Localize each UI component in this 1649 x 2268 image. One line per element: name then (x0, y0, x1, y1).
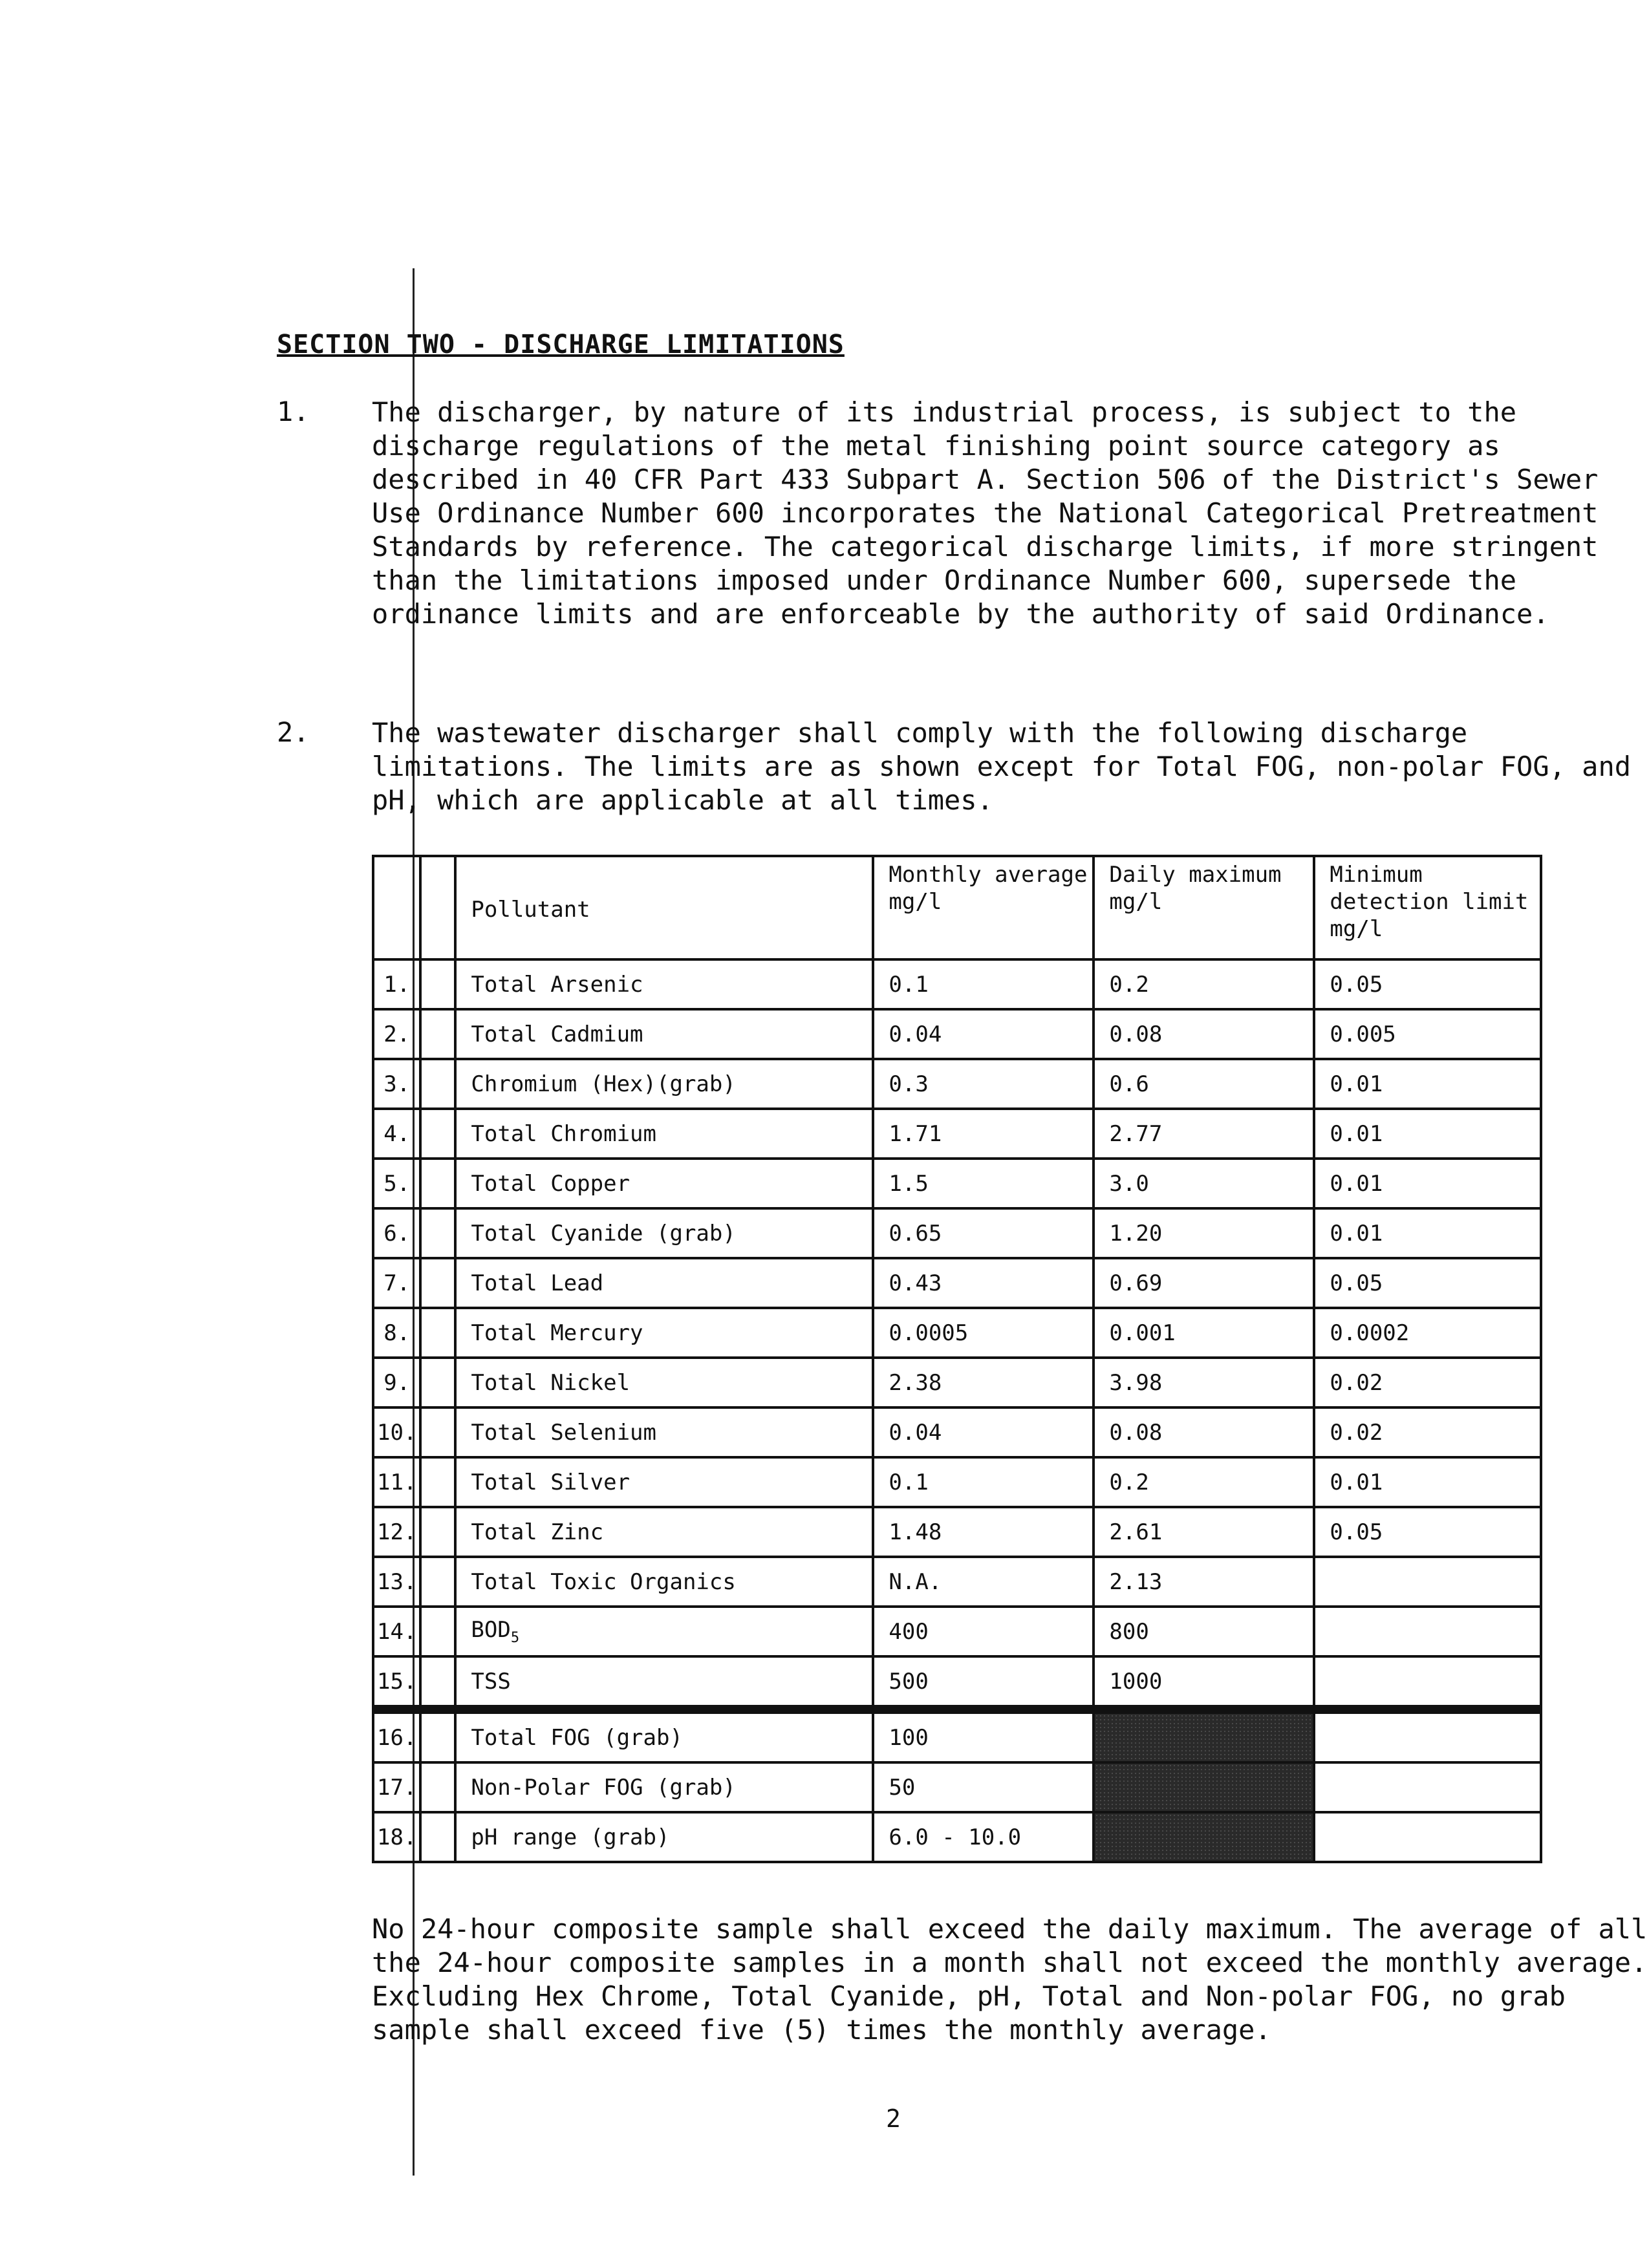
row-blank-cell (420, 1709, 455, 1762)
row-blank-cell (420, 1109, 455, 1159)
table-row (373, 1358, 1541, 1407)
pollutant-name-text: Total Chromium (471, 1120, 656, 1147)
monthly-average-value (873, 1109, 1094, 1159)
row-number (373, 1607, 420, 1656)
header-index-cell (373, 856, 420, 959)
pollutant-name (455, 1557, 873, 1607)
table-row (373, 1407, 1541, 1457)
monthly-average-value-text: 0.1 (889, 971, 929, 998)
daily-maximum-value (1094, 1308, 1314, 1358)
daily-maximum-value-text: 800 (1109, 1618, 1149, 1645)
daily-maximum-value (1094, 1507, 1314, 1557)
row-number-text: 8. (383, 1320, 411, 1346)
pollutant-name (455, 1308, 873, 1358)
daily-maximum-value-text: 3.0 (1109, 1170, 1149, 1197)
monthly-average-value-text: 6.0 - 10.0 (889, 1824, 1022, 1850)
pollutant-name-text: BOD (471, 1617, 511, 1643)
daily-maximum-value-text: 0.69 (1109, 1270, 1163, 1296)
row-number (373, 1762, 420, 1812)
pollutant-name (455, 959, 873, 1009)
row-number (373, 1709, 420, 1762)
monthly-average-value-text: 2.38 (889, 1369, 942, 1396)
row-number-text: 2. (383, 1021, 411, 1047)
row-number-text: 18. (377, 1824, 417, 1850)
daily-maximum-value (1094, 1709, 1314, 1762)
row-number-text: 3. (383, 1071, 411, 1097)
table-row (373, 1059, 1541, 1109)
pollutant-subscript: 5 (510, 1629, 520, 1646)
discharge-limitations-table (372, 855, 1542, 1863)
row-blank-cell (420, 1507, 455, 1557)
detection-limit-value-text: 0.005 (1330, 1021, 1396, 1047)
detection-limit-value-text: 0.05 (1330, 1519, 1383, 1545)
row-number (373, 1812, 420, 1862)
table-row (373, 1009, 1541, 1059)
table-row (373, 1258, 1541, 1308)
paragraph-1-text: The discharger, by nature of its industrial process, is subject to the discharge regulations of the metal finishing point source category as described in 40 CFR Part 433 Subpart A. Section 506 of the District's Sewer Use Ordinance Number 600 incorporates the National Categorical Pretreatment Standards by reference. The categorical discharge limits, if more stringent than the limitations imposed under Ordinance Number 600, supersede the ordinance limits and are enforceable by the authority of said Ordinance. (372, 396, 1599, 630)
monthly-average-value (873, 1457, 1094, 1507)
page-number: 2 (886, 2104, 901, 2133)
row-number (373, 1656, 420, 1709)
detection-limit-value (1314, 1607, 1541, 1656)
detection-limit-value (1314, 1656, 1541, 1709)
paragraph-2-number: 2. (277, 716, 310, 748)
daily-maximum-value (1094, 1557, 1314, 1607)
table-row (373, 1656, 1541, 1709)
table-row (373, 1208, 1541, 1258)
row-blank-cell (420, 1308, 455, 1358)
detection-limit-value-text: 0.01 (1330, 1071, 1383, 1097)
detection-limit-value-text: 0.05 (1330, 1270, 1383, 1296)
daily-maximum-value (1094, 1656, 1314, 1709)
detection-limit-value (1314, 1507, 1541, 1557)
header-daily-maximum: Daily maximum mg/l (1094, 856, 1314, 959)
daily-maximum-value-text: 2.77 (1109, 1120, 1163, 1147)
monthly-average-value-text: N.A. (889, 1568, 942, 1595)
daily-maximum-value-text: 0.08 (1109, 1021, 1163, 1047)
pollutant-name-text: Total Arsenic (471, 971, 643, 998)
pollutant-name-text: Total Copper (471, 1170, 630, 1197)
daily-maximum-value (1094, 1109, 1314, 1159)
daily-maximum-value-text: 1.20 (1109, 1220, 1163, 1246)
monthly-average-value (873, 1308, 1094, 1358)
detection-limit-value (1314, 1059, 1541, 1109)
pollutant-name (455, 1009, 873, 1059)
detection-limit-value (1314, 1159, 1541, 1208)
monthly-average-value-text: 1.71 (889, 1120, 942, 1147)
row-number (373, 959, 420, 1009)
detection-limit-value-text: 0.05 (1330, 971, 1383, 998)
pollutant-name (455, 1656, 873, 1709)
pollutant-name-text: TSS (471, 1668, 511, 1695)
row-number (373, 1407, 420, 1457)
row-number-text: 13. (377, 1568, 417, 1595)
pollutant-name-text: Non-Polar FOG (grab) (471, 1774, 736, 1801)
row-number (373, 1109, 420, 1159)
row-blank-cell (420, 1407, 455, 1457)
row-blank-cell (420, 959, 455, 1009)
pollutant-name (455, 1159, 873, 1208)
monthly-average-value-text: 0.0005 (889, 1320, 969, 1346)
detection-limit-value (1314, 1709, 1541, 1762)
monthly-average-value (873, 1557, 1094, 1607)
detection-limit-value-text: 0.02 (1330, 1369, 1383, 1396)
detection-limit-value-text: 0.02 (1330, 1419, 1383, 1446)
monthly-average-value-text: 0.04 (889, 1021, 942, 1047)
monthly-average-value-text: 0.65 (889, 1220, 942, 1246)
detection-limit-value (1314, 1258, 1541, 1308)
daily-maximum-value-text: 0.6 (1109, 1071, 1149, 1097)
detection-limit-value (1314, 1812, 1541, 1862)
monthly-average-value (873, 1059, 1094, 1109)
daily-maximum-value-text: 1000 (1109, 1668, 1163, 1695)
monthly-average-value-text: 500 (889, 1668, 929, 1695)
daily-maximum-value-text: 0.2 (1109, 1469, 1149, 1495)
monthly-average-value-text: 0.43 (889, 1270, 942, 1296)
row-number-text: 5. (383, 1170, 411, 1197)
detection-limit-value-text: 0.01 (1330, 1469, 1383, 1495)
row-number-text: 6. (383, 1220, 411, 1246)
detection-limit-value-text: 0.01 (1330, 1120, 1383, 1147)
pollutant-name (455, 1208, 873, 1258)
daily-maximum-value (1094, 1607, 1314, 1656)
detection-limit-value (1314, 1009, 1541, 1059)
row-number-text: 11. (377, 1469, 417, 1495)
daily-maximum-value-text: 0.08 (1109, 1419, 1163, 1446)
monthly-average-value-text: 0.04 (889, 1419, 942, 1446)
monthly-average-value (873, 1507, 1094, 1557)
row-number (373, 1258, 420, 1308)
paragraph-1-number: 1. (277, 396, 310, 427)
pollutant-name-text: pH range (grab) (471, 1824, 670, 1850)
table-body (373, 959, 1541, 1862)
detection-limit-value (1314, 1762, 1541, 1812)
monthly-average-value-text: 400 (889, 1618, 929, 1645)
detection-limit-value-text: 0.01 (1330, 1220, 1383, 1246)
pollutant-name (455, 1407, 873, 1457)
table-row (373, 1308, 1541, 1358)
monthly-average-value-text: 1.48 (889, 1519, 942, 1545)
daily-maximum-value-text: 3.98 (1109, 1369, 1163, 1396)
pollutant-name-text: Total Nickel (471, 1369, 630, 1396)
row-blank-cell (420, 1557, 455, 1607)
row-number-text: 4. (383, 1120, 411, 1147)
detection-limit-value (1314, 1407, 1541, 1457)
row-number (373, 1009, 420, 1059)
table-row (373, 1557, 1541, 1607)
row-blank-cell (420, 1059, 455, 1109)
monthly-average-value (873, 1407, 1094, 1457)
detection-limit-value (1314, 1358, 1541, 1407)
row-number-text: 1. (383, 971, 411, 998)
pollutant-name-text: Total Cadmium (471, 1021, 643, 1047)
table-row (373, 1457, 1541, 1507)
detection-limit-value (1314, 1557, 1541, 1607)
daily-maximum-value (1094, 1457, 1314, 1507)
pollutant-name-text: Total Lead (471, 1270, 604, 1296)
paragraph-2-text: The wastewater discharger shall comply with the following discharge limitations. The limits are as shown except for Total FOG, non-polar FOG, and pH, which are applicable at all times. (372, 717, 1632, 816)
table-row (373, 1109, 1541, 1159)
daily-maximum-value-text: 0.2 (1109, 971, 1149, 998)
daily-maximum-value (1094, 1358, 1314, 1407)
row-number-text: 14. (377, 1618, 417, 1645)
detection-limit-value (1314, 1457, 1541, 1507)
daily-maximum-value (1094, 1407, 1314, 1457)
pollutant-name (455, 1507, 873, 1557)
row-blank-cell (420, 1457, 455, 1507)
monthly-average-value (873, 1607, 1094, 1656)
pollutant-name (455, 1812, 873, 1862)
row-number-text: 17. (377, 1774, 417, 1801)
row-number (373, 1457, 420, 1507)
pollutant-name-text: Total Silver (471, 1469, 630, 1495)
monthly-average-value (873, 1009, 1094, 1059)
row-blank-cell (420, 1607, 455, 1656)
row-blank-cell (420, 1358, 455, 1407)
pollutant-name-text: Total Mercury (471, 1320, 643, 1346)
pollutant-name-text: Total Cyanide (grab) (471, 1220, 736, 1246)
pollutant-name-text: Total Toxic Organics (471, 1568, 736, 1595)
header-blank-cell (420, 856, 455, 959)
row-number-text: 9. (383, 1369, 411, 1396)
row-number-text: 16. (377, 1724, 417, 1751)
row-number-text: 10. (377, 1419, 417, 1446)
row-blank-cell (420, 1656, 455, 1709)
daily-maximum-value (1094, 1762, 1314, 1812)
detection-limit-value (1314, 1109, 1541, 1159)
pollutant-name-text: Total Selenium (471, 1419, 656, 1446)
detection-limit-value-text: 0.01 (1330, 1170, 1383, 1197)
row-blank-cell (420, 1812, 455, 1862)
monthly-average-value (873, 1762, 1094, 1812)
pollutant-name (455, 1059, 873, 1109)
table-header-row (373, 856, 1541, 959)
detection-limit-value-text: 0.0002 (1330, 1320, 1410, 1346)
header-monthly-average: Monthly average mg/l (873, 856, 1094, 959)
row-number (373, 1208, 420, 1258)
pollutant-name (455, 1457, 873, 1507)
footer-note: No 24-hour composite sample shall exceed the daily maximum. The average of all the 24-hour composite samples in a month shall not exceed the monthly average. Excluding Hex Chrome, Total Cyanide, pH, Total and Non-polar FOG, no grab sample shall exceed five (5) times the monthly average. (372, 1913, 1648, 2046)
monthly-average-value-text: 0.3 (889, 1071, 929, 1097)
monthly-average-value-text: 1.5 (889, 1170, 929, 1197)
monthly-average-value-text: 100 (889, 1724, 929, 1751)
pollutant-name-text: Total FOG (grab) (471, 1724, 683, 1751)
daily-maximum-value (1094, 1812, 1314, 1862)
table-row (373, 1709, 1541, 1762)
daily-maximum-value (1094, 959, 1314, 1009)
monthly-average-value (873, 1812, 1094, 1862)
monthly-average-value (873, 1258, 1094, 1308)
monthly-average-value (873, 1208, 1094, 1258)
row-number (373, 1308, 420, 1358)
row-number (373, 1557, 420, 1607)
pollutant-name (455, 1358, 873, 1407)
row-number (373, 1159, 420, 1208)
daily-maximum-value (1094, 1208, 1314, 1258)
row-number-text: 12. (377, 1519, 417, 1545)
pollutant-name (455, 1258, 873, 1308)
row-number-text: 15. (377, 1668, 417, 1695)
header-pollutant: Pollutant (455, 856, 873, 959)
detection-limit-value (1314, 959, 1541, 1009)
monthly-average-value-text: 0.1 (889, 1469, 929, 1495)
pollutant-name (455, 1109, 873, 1159)
monthly-average-value-text: 50 (889, 1774, 916, 1801)
daily-maximum-value-text: 2.61 (1109, 1519, 1163, 1545)
daily-maximum-value (1094, 1159, 1314, 1208)
row-blank-cell (420, 1258, 455, 1308)
table-row (373, 1762, 1541, 1812)
monthly-average-value (873, 959, 1094, 1009)
daily-maximum-value (1094, 1009, 1314, 1059)
daily-maximum-value (1094, 1059, 1314, 1109)
pollutant-name (455, 1762, 873, 1812)
monthly-average-value (873, 1159, 1094, 1208)
row-blank-cell (420, 1159, 455, 1208)
header-minimum-detection-limit: Minimum detection limit mg/l (1314, 856, 1541, 959)
row-number-text: 7. (383, 1270, 411, 1296)
pollutant-name (455, 1709, 873, 1762)
monthly-average-value (873, 1709, 1094, 1762)
table-row (373, 1507, 1541, 1557)
row-blank-cell (420, 1009, 455, 1059)
daily-maximum-value-text: 2.13 (1109, 1568, 1163, 1595)
row-number (373, 1507, 420, 1557)
pollutant-name-text: Total Zinc (471, 1519, 604, 1545)
pollutant-name (455, 1607, 873, 1656)
table-row (373, 959, 1541, 1009)
table-row (373, 1812, 1541, 1862)
detection-limit-value (1314, 1208, 1541, 1258)
table-row (373, 1159, 1541, 1208)
daily-maximum-value (1094, 1258, 1314, 1308)
section-heading: SECTION TWO - DISCHARGE LIMITATIONS (277, 330, 845, 359)
monthly-average-value (873, 1358, 1094, 1407)
pollutant-name-text: Chromium (Hex)(grab) (471, 1071, 736, 1097)
table-row (373, 1607, 1541, 1656)
monthly-average-value (873, 1656, 1094, 1709)
row-blank-cell (420, 1208, 455, 1258)
row-number (373, 1358, 420, 1407)
row-number (373, 1059, 420, 1109)
detection-limit-value (1314, 1308, 1541, 1358)
row-blank-cell (420, 1762, 455, 1812)
daily-maximum-value-text: 0.001 (1109, 1320, 1176, 1346)
